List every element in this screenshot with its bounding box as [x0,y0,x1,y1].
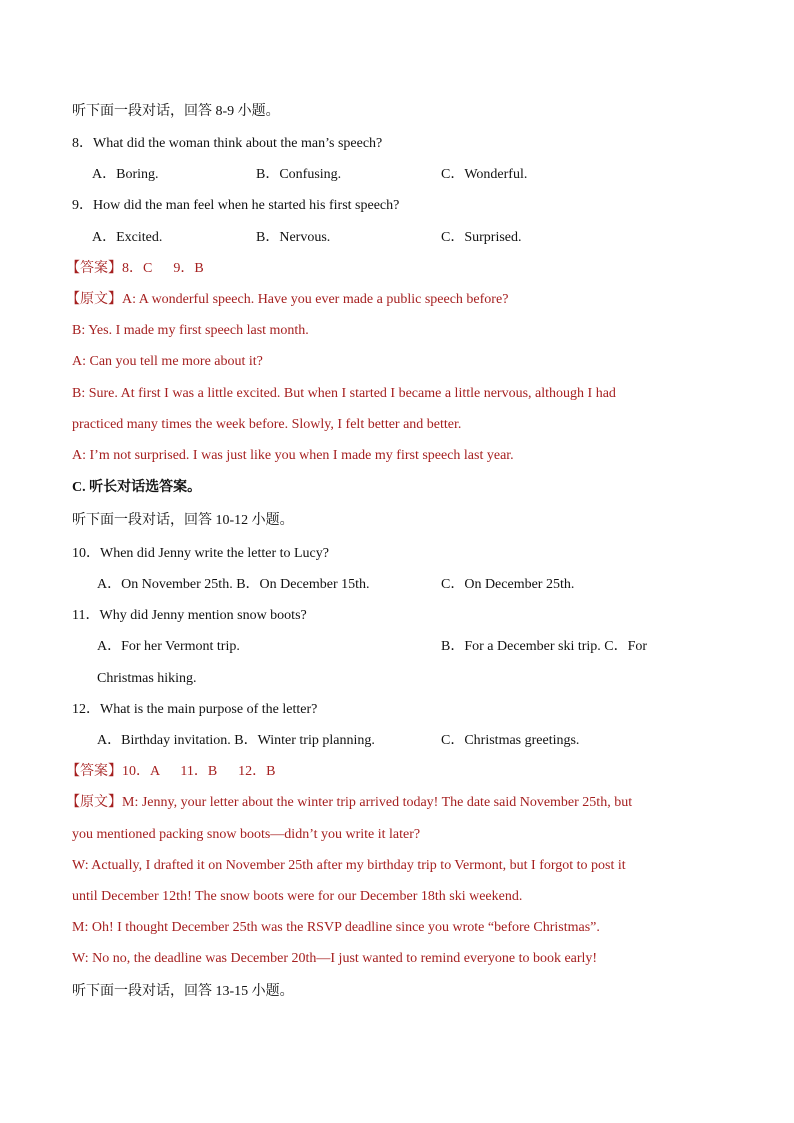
transcript-2-line-3: W: Actually, I drafted it on November 25th after my birthday trip to Vermont, but I forgot to post it [72,858,626,873]
answer-tag: 【答案】 [66,764,122,779]
transcript-2-line-1 [66,794,632,812]
q9-option-a: A．Excited. [92,230,163,245]
q12-option-a-b: A．Birthday invitation. B．Winter trip planning. [97,733,375,748]
transcript-1-line-5: practiced many times the week before. Slowly, I felt better and better. [72,417,462,432]
answer-10-12 [66,763,276,781]
answer-8-9 [66,260,204,278]
section-c-heading: C. 听长对话选答案。 [72,480,202,495]
question-11: 11．Why did Jenny mention snow boots? [72,608,307,623]
transcript-2-line-2: you mentioned packing snow boots—didn’t you write it later? [72,827,421,842]
transcript-tag: 【原文】 [66,795,122,810]
transcript-2-line-4: until December 12th! The snow boots were for our December 18th ski weekend. [72,889,523,904]
section-intro-10-12: 听下面一段对话，回答 10-12 小题。 [72,513,294,528]
transcript-text: A: A wonderful speech. Have you ever made a public speech before? [122,292,509,307]
q8-option-c: C．Wonderful. [441,167,528,182]
transcript-1-line-6: A: I’m not surprised. I was just like you when I made my first speech last year. [72,448,514,463]
transcript-1-line-4: B: Sure. At first I was a little excited. But when I started I became a little nervous, although I had [72,386,616,401]
transcript-2-line-6: W: No no, the deadline was December 20th—I just wanted to remind everyone to book early! [72,951,598,966]
q10-option-c: C．On December 25th. [441,577,575,592]
question-9: 9．How did the man feel when he started his first speech? [72,198,400,213]
question-10: 10．When did Jenny write the letter to Lucy? [72,546,329,561]
transcript-1-line-3: A: Can you tell me more about it? [72,354,263,369]
q12-option-c: C．Christmas greetings. [441,733,580,748]
transcript-1-line-2: B: Yes. I made my first speech last month. [72,323,309,338]
q11-option-b-c: B．For a December ski trip. C．For [441,639,648,654]
q10-option-a-b: A．On November 25th. B．On December 15th. [97,577,370,592]
q8-option-a: A．Boring. [92,167,159,182]
answer-text: 10．A 11．B 12．B [122,764,276,779]
transcript-2-line-5: M: Oh! I thought December 25th was the RSVP deadline since you wrote “before Christmas”. [72,920,600,935]
answer-tag: 【答案】 [66,261,122,276]
section-intro-13-15: 听下面一段对话，回答 13-15 小题。 [72,984,294,999]
q9-option-c: C．Surprised. [441,230,522,245]
question-8: 8．What did the woman think about the man’s speech? [72,136,383,151]
q11-option-c-continuation: Christmas hiking. [97,671,197,686]
answer-text: 8．C 9．B [122,261,204,276]
transcript-1-line-1 [66,291,508,309]
q9-option-b: B．Nervous. [256,230,331,245]
q11-option-a: A．For her Vermont trip. [97,639,240,654]
transcript-text: M: Jenny, your letter about the winter trip arrived today! The date said November 25th, but [122,795,633,810]
transcript-tag: 【原文】 [66,292,122,307]
q8-option-b: B．Confusing. [256,167,342,182]
question-12: 12．What is the main purpose of the letter? [72,702,318,717]
section-intro-8-9: 听下面一段对话，回答 8-9 小题。 [72,104,280,119]
